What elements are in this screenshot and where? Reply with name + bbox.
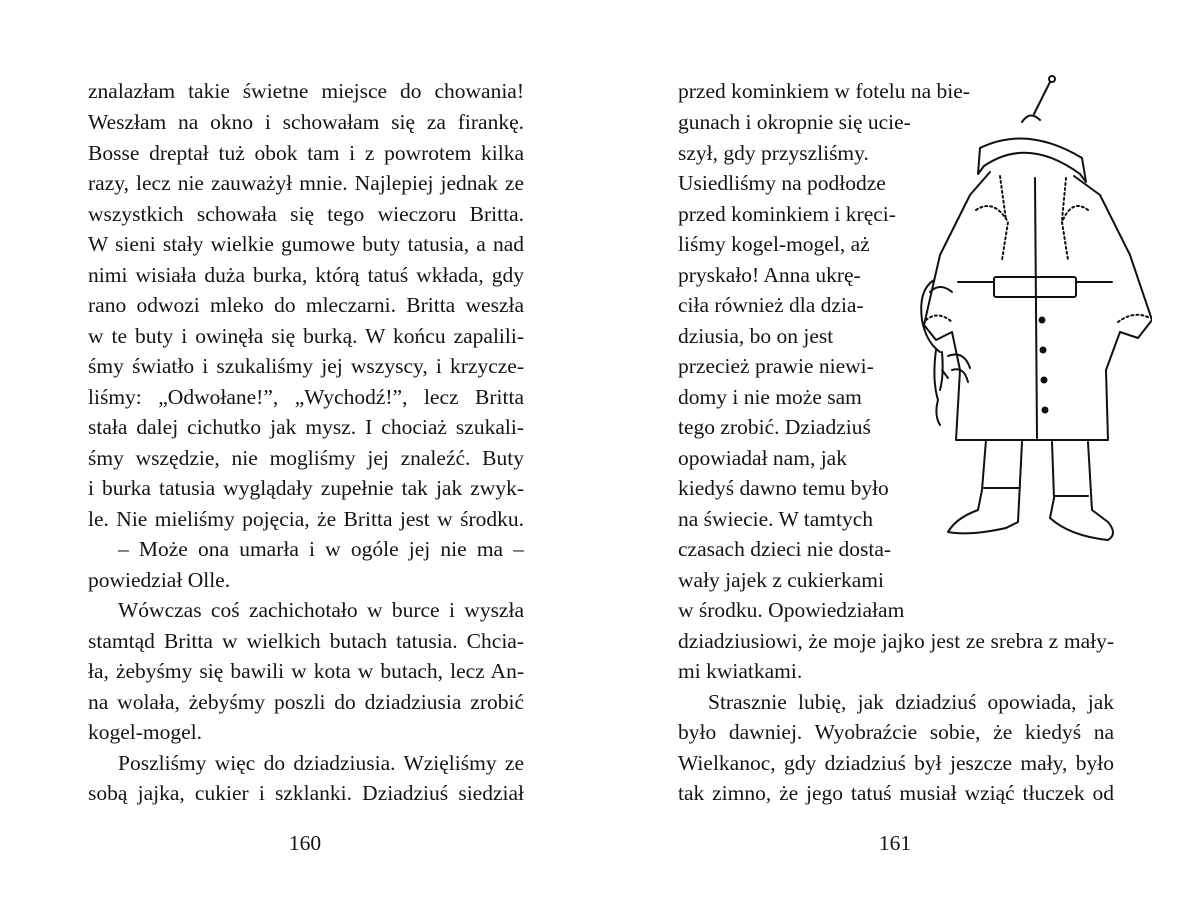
text-line: le. Nie mieliśmy pojęcia, że Britta jest w środku. — [88, 507, 524, 531]
text-line: opowiadał nam, jak — [678, 446, 847, 470]
text-line: szył, gdy przyszliśmy. — [678, 141, 869, 165]
text-line: rano odwozi mleko do mleczarni. Britta weszła — [88, 293, 524, 317]
page-number: 160 — [288, 831, 322, 855]
text-line: Bosse dreptał tuż obok tam i z powrotem kilka — [88, 141, 524, 165]
text-line: ciła również dla dzia- — [678, 293, 864, 317]
text-line: Wielkanoc, gdy dziadziuś był jeszcze mały, było — [678, 751, 1114, 775]
coat-hook — [1022, 76, 1055, 122]
text-line: wały jajek z cukierkami — [678, 568, 884, 592]
text-line: śmy światło i szukaliśmy jej wszyscy, i krzycze- — [88, 354, 524, 378]
text-line: Weszłam na okno i schowałam się za firankę. — [88, 110, 524, 134]
text-line: w te buty i owinęła się burką. W końcu zapalili- — [88, 324, 524, 348]
text-line: kiedyś dawno temu było — [678, 476, 889, 500]
text-line: nimi wisiała duża burka, którą tatuś wkłada, gdy — [88, 263, 524, 287]
coat-illustration — [912, 70, 1152, 570]
text-line: wszystkich schowała się tego wieczoru Britta. — [88, 202, 524, 226]
text-line: powiedział Olle. — [88, 568, 231, 592]
text-line: stamtąd Britta w wielkich butach tatusia. Chcia- — [88, 629, 524, 653]
text-line: przed kominkiem i kręci- — [678, 202, 896, 226]
text-line: razy, lecz nie zauważył mnie. Najlepiej jednak ze — [88, 171, 524, 195]
text-line: ła, żebyśmy się bawili w kota w butach, lecz An- — [88, 659, 524, 683]
text-line: pryskało! Anna ukrę- — [678, 263, 861, 287]
text-line: – Może ona umarła i w ogóle jej nie ma – — [118, 537, 524, 561]
text-line: liśmy: „Odwołane!”, „Wychodź!”, lecz Britta — [88, 385, 524, 409]
text-line: sobą jajka, cukier i szklanki. Dziadziuś siedział — [88, 781, 524, 805]
text-line: Usiedliśmy na podłodze — [678, 171, 886, 195]
text-line: było dawniej. Wyobraźcie sobie, że kiedyś na — [678, 720, 1114, 744]
text-line: stała dalej cichutko jak mysz. I chociaż szukali- — [88, 415, 524, 439]
text-line: dziusia, bo on jest — [678, 324, 834, 348]
text-line: Wówczas coś zachichotało w burce i wyszła — [118, 598, 524, 622]
text-line: i burka tatusia wyglądały zupełnie tak jak zwyk- — [88, 476, 524, 500]
page-number: 161 — [878, 831, 912, 855]
text-line: dziadziusiowi, że moje jajko jest ze srebra z mały- — [678, 629, 1114, 653]
text-line: śmy wszędzie, nie mogliśmy jej znaleźć. Buty — [88, 446, 524, 470]
boots — [948, 440, 1113, 540]
coat — [924, 139, 1152, 440]
text-line: mi kwiatkami. — [678, 659, 803, 683]
text-line: liśmy kogel-mogel, aż — [678, 232, 870, 256]
text-line: kogel-mogel. — [88, 720, 203, 744]
right-page — [600, 0, 1200, 915]
text-line: na świecie. W tamtych — [678, 507, 874, 531]
text-line: Poszliśmy więc do dziadziusia. Wzięliśmy ze — [118, 751, 524, 775]
text-line: domy i nie może sam — [678, 385, 862, 409]
text-line: czasach dzieci nie dosta- — [678, 537, 892, 561]
text-line: przecież prawie niewi- — [678, 354, 874, 378]
text-line: przed kominkiem w fotelu na bie- — [678, 79, 970, 103]
text-line: na wolała, żebyśmy poszli do dziadziusia zrobić — [88, 690, 524, 714]
text-line: znalazłam takie świetne miejsce do chowania! — [88, 79, 524, 103]
text-line: tak zimno, że jego tatuś musiał wziąć tłuczek od — [678, 781, 1114, 805]
text-line: W sieni stały wielkie gumowe buty tatusia, a nad — [88, 232, 524, 256]
text-line: w środku. Opowiedziałam — [678, 598, 905, 622]
text-line: tego zrobić. Dziadziuś — [678, 415, 871, 439]
text-line: Strasznie lubię, jak dziadziuś opowiada, jak — [708, 690, 1114, 714]
text-line: gunach i okropnie się ucie- — [678, 110, 911, 134]
